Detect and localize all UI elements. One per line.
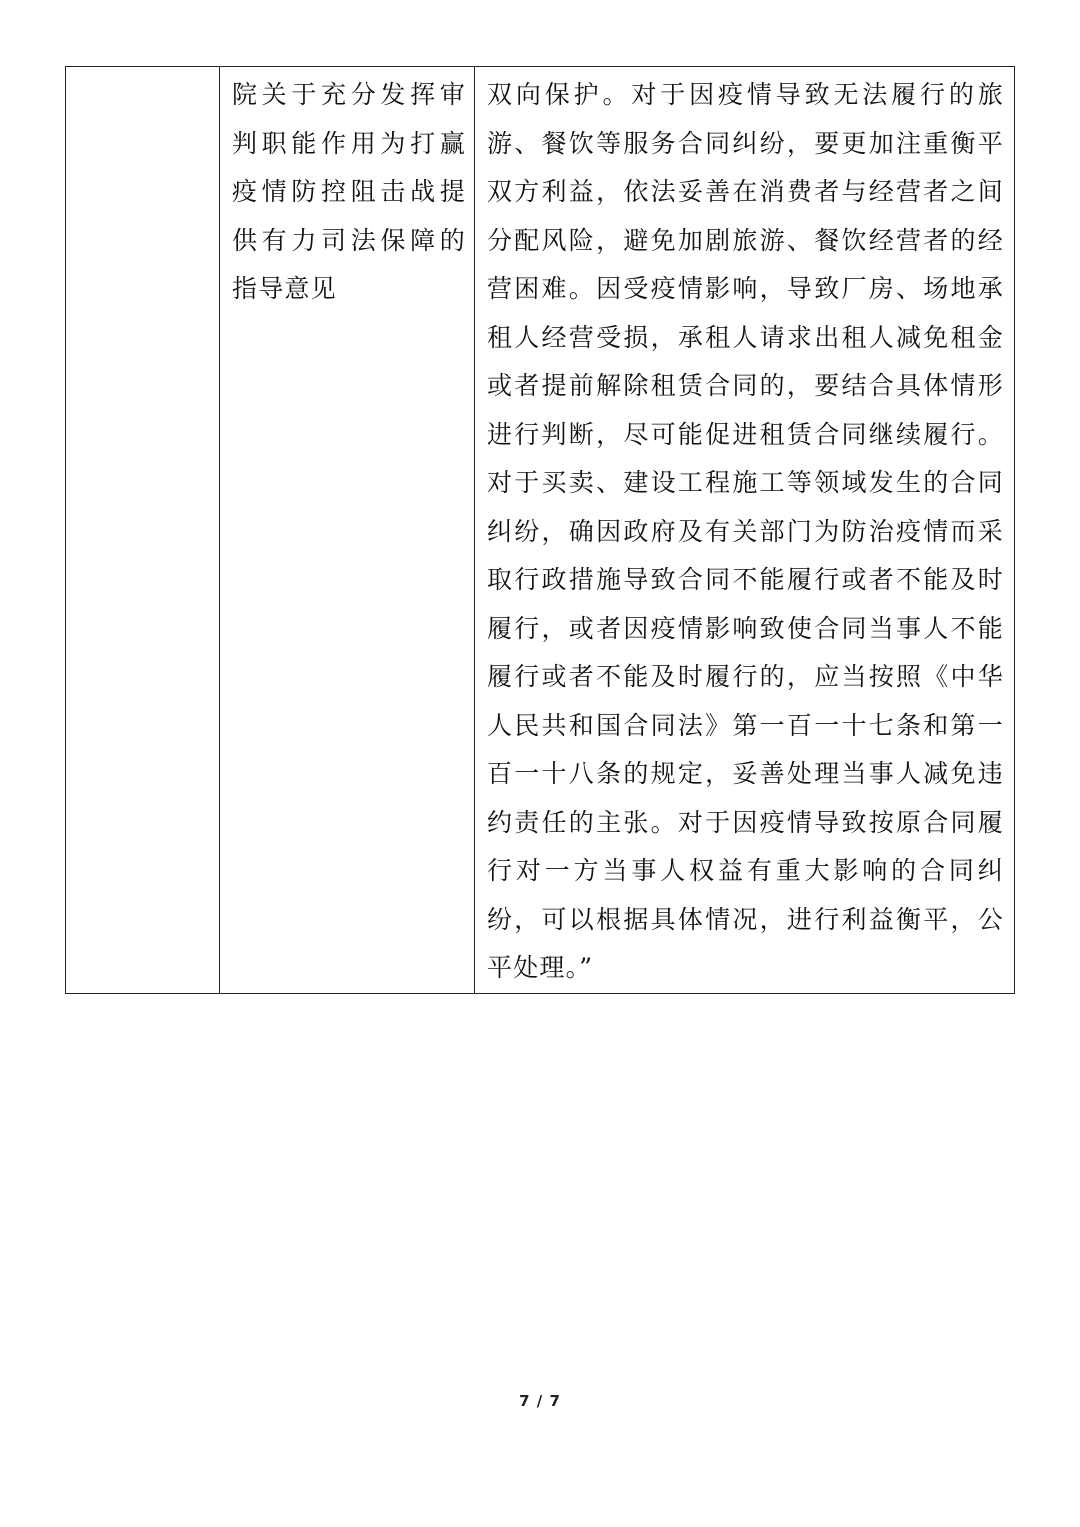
table-cell-empty [66, 67, 220, 994]
document-title-text: 院关于充分发挥审判职能作用为打赢疫情防控阻击战提供有力司法保障的指导意见 [232, 80, 466, 303]
table-row [66, 67, 1015, 994]
page-number: 7 / 7 [519, 1392, 561, 1410]
content-text: 双向保护。对于因疫情导致无法履行的旅游、餐饮等服务合同纠纷，要更加注重衡平双方利益，依法妥善在消费者与经营者之间分配风险，避免加剧旅游、餐饮经营者的经营困难。因受疫情影响，导致厂房、场地承租人经营受损，承租人请求出租人减免租金或者提前解除租赁合同的，要结合具体情形进行判断，尽可能促进租赁合同继续履行。对于买卖、建设工程施工等领域发生的合同纠纷，确因政府及有关部门为防治疫情而采取行政措施导致合同不能履行或者不能及时履行，或者因疫情影响致使合同当事人不能履行或者不能及时履行的，应当按照《中华人民共和国合同法》第一百一十七条和第一百一十八条的规定，妥善处理当事人减免违约责任的主张。对于因疫情导致按原合同履行对一方当事人权益有重大影响的合同纠纷，可以根据具体情况，进行利益衡平，公平处理。” [487, 80, 1004, 982]
document-table [65, 66, 1015, 994]
table-cell-document-title [220, 67, 475, 994]
table-cell-content [475, 67, 1015, 994]
